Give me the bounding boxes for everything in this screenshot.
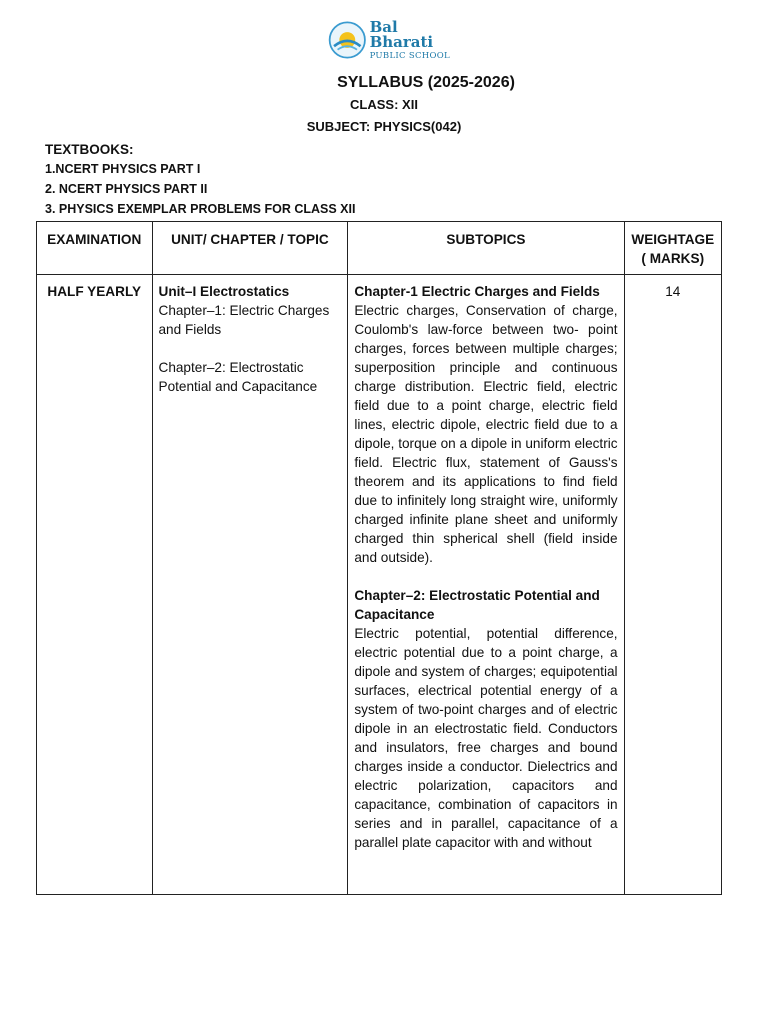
- chapter-1-label: Chapter–1: Electric Charges and Fields: [158, 303, 330, 337]
- textbook-item: 1.NCERT PHYSICS PART I: [45, 162, 201, 176]
- subtopic-1-title: Chapter-1 Electric Charges and Fields: [354, 284, 600, 299]
- exam-cell: HALF YEARLY: [37, 275, 153, 895]
- textbook-item: 2. NCERT PHYSICS PART II: [45, 182, 208, 196]
- school-emblem-icon: [327, 17, 368, 63]
- class-line: CLASS: XII: [350, 97, 418, 112]
- page-title: SYLLABUS (2025-2026): [337, 74, 515, 91]
- header-unit-chapter-topic: UNIT/ CHAPTER / TOPIC: [152, 222, 348, 275]
- chapter-2-label: Chapter–2: Electrostatic Potential and Capacitance: [158, 360, 318, 394]
- syllabus-table: [36, 221, 722, 895]
- school-subtitle: PUBLIC SCHOOL: [369, 50, 450, 61]
- marks-cell: 14: [624, 275, 721, 895]
- subtopic-2-title: Chapter–2: Electrostatic Potential and Capacitance: [354, 588, 600, 622]
- subtopics-cell: [348, 275, 624, 895]
- table-row: [37, 275, 722, 895]
- subtopic-1-text: Electric charges, Conservation of charge, Coulomb's law-force between two- point charges, forces between multiple charges; superposition principle and continuous charge distribution. Electric field, electric field due to a point charge, electric field lines, electric dipole, electric field due to a dipole, torque on a dipole in uniform electric field. Electric flux, statement of Gauss's theorem and its applications to find field due to infinitely long straight wire, uniformly charged infinite plane sheet and uniformly charged thin spherical shell (field inside and outside).: [354, 303, 618, 565]
- subtopic-2-text: Electric potential, potential difference, electric potential due to a point charge, a dipole and system of charges; equipotential surfaces, electrical potential energy of a system of two-point charges and of electric dipole in an electrostatic field. Conductors and insulators, free charges and bound charges inside a conductor. Dielectrics and electric polarization, capacitors and capacitance, combination of capacitors in series and in parallel, capacitance of a parallel plate capacitor with and without: [354, 626, 618, 850]
- school-name: Bal Bharati: [369, 17, 434, 51]
- textbook-item: 3. PHYSICS EXEMPLAR PROBLEMS FOR CLASS XII: [45, 202, 356, 216]
- school-logo: [327, 16, 455, 64]
- header-examination: EXAMINATION: [37, 222, 153, 275]
- header-weightage: WEIGHTAGE ( MARKS): [624, 222, 721, 275]
- textbooks-heading: TEXTBOOKS:: [45, 142, 134, 157]
- subject-line: SUBJECT: PHYSICS(042): [306, 119, 462, 134]
- unit-title: Unit–I Electrostatics: [158, 284, 290, 299]
- unit-cell: [152, 275, 348, 895]
- table-header-row: [37, 222, 722, 275]
- header-subtopics: SUBTOPICS: [348, 222, 624, 275]
